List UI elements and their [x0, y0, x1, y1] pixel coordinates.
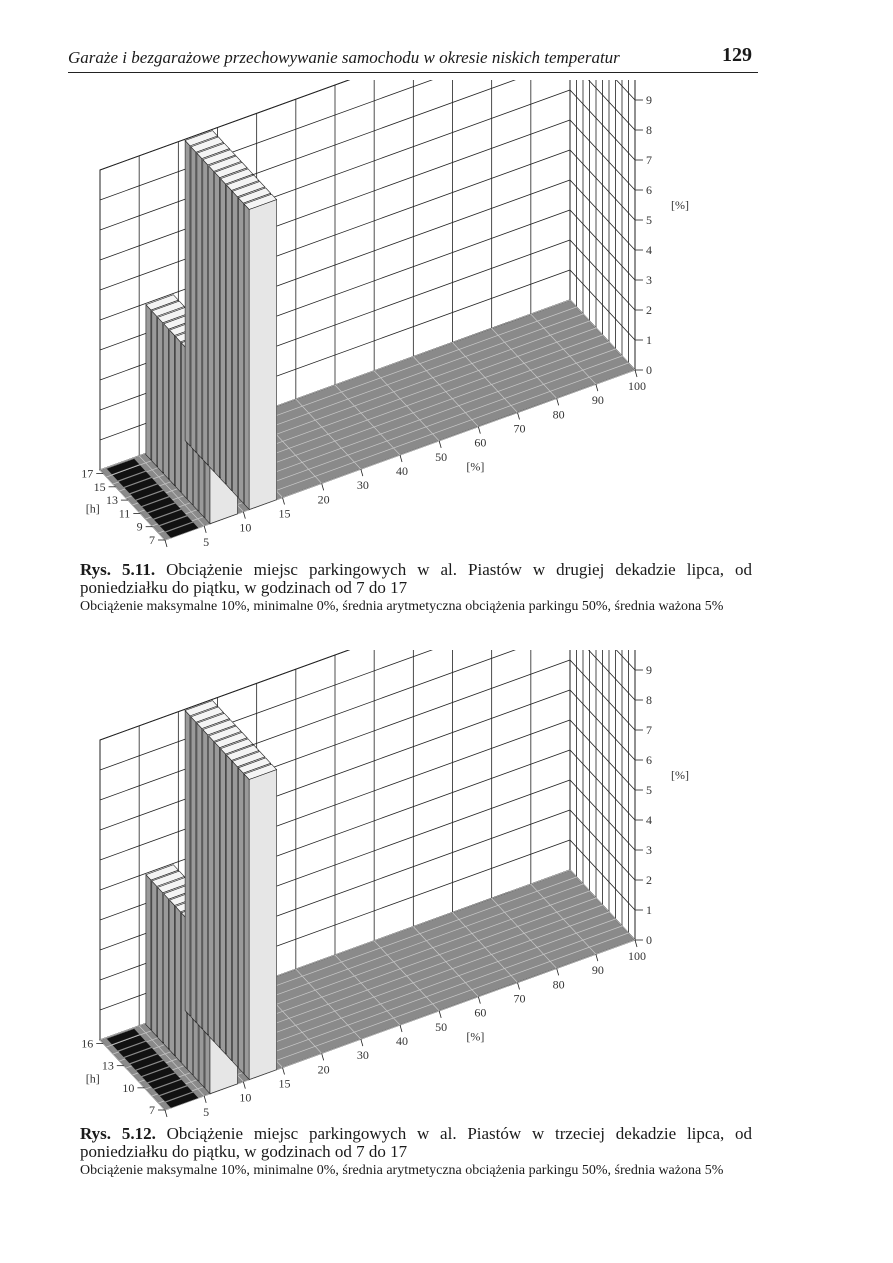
z-tick-label: 8	[646, 693, 652, 707]
caption-note: Obciążenie maksymalne 10%, minimalne 0%, średnia arytmetyczna obciążenia parkingu 50%, średnia ważona 5%	[80, 1163, 724, 1178]
x-tick-label: 60	[474, 1005, 487, 1020]
z-tick-label: 5	[646, 213, 652, 227]
z-tick-label: 7	[646, 153, 652, 167]
x-tick-label: 50	[435, 1019, 448, 1034]
x-tick	[400, 1025, 402, 1032]
z-tick-label: 6	[646, 183, 652, 197]
y-tick-label: 10	[122, 1080, 135, 1095]
z-tick-label: 3	[646, 273, 652, 287]
z-axis-unit: [%]	[671, 198, 689, 212]
y-tick-label: 13	[101, 1058, 114, 1073]
x-tick	[283, 498, 285, 505]
y-tick-label: 17	[81, 466, 94, 481]
x-tick	[400, 455, 402, 462]
z-tick-label: 6	[646, 753, 652, 767]
x-tick	[243, 1082, 245, 1089]
z-axis-unit: [%]	[671, 768, 689, 782]
x-tick	[518, 983, 520, 990]
x-tick	[361, 469, 363, 476]
y-tick-label: 16	[81, 1036, 94, 1051]
z-tick-label: 9	[646, 663, 652, 677]
running-title: Garaże i bezgarażowe przechowywanie samochodu w okresie niskich temperatur	[68, 48, 620, 67]
z-tick-label: 9	[646, 93, 652, 107]
x-tick-label: 30	[356, 478, 369, 493]
bar-side	[221, 749, 226, 1054]
x-tick	[204, 526, 206, 533]
x-tick	[204, 1096, 206, 1103]
x-tick	[478, 427, 480, 434]
x-tick	[165, 1110, 167, 1117]
x-axis-unit: [%]	[466, 1029, 485, 1044]
running-header	[68, 44, 758, 73]
bar-side	[238, 768, 243, 1073]
x-tick-label: 80	[552, 407, 565, 422]
x-tick	[635, 370, 637, 377]
x-tick-label: 15	[278, 506, 291, 521]
bar-side	[152, 311, 157, 466]
x-tick-label: 60	[474, 435, 487, 450]
bar-side	[170, 330, 175, 485]
x-tick	[165, 540, 167, 547]
bar-side	[244, 774, 249, 1079]
x-tick	[635, 940, 637, 947]
z-tick-label: 8	[646, 123, 652, 137]
bar-side	[209, 736, 214, 1041]
x-tick-label: 5	[203, 1104, 210, 1119]
x-tick	[322, 483, 324, 490]
page-number: 129	[722, 44, 752, 66]
chart-3d-bar-5-12	[0, 650, 893, 1120]
x-tick	[596, 954, 598, 961]
bar-side	[158, 317, 163, 472]
z-tick-label: 3	[646, 843, 652, 857]
bar-side	[238, 198, 243, 503]
bar-side	[215, 742, 220, 1047]
bar-side	[197, 153, 202, 458]
figure-5-12-caption	[80, 1125, 752, 1179]
chart-3d-bar-5-11	[0, 80, 893, 550]
bar-side	[176, 337, 181, 492]
x-tick	[322, 1053, 324, 1060]
figure-5-12-chart	[0, 650, 893, 1120]
x-tick-label: 10	[239, 1090, 252, 1105]
bar-side	[227, 185, 232, 491]
z-tick-label: 5	[646, 783, 652, 797]
x-tick-label: 20	[317, 492, 330, 507]
x-tick-label: 40	[396, 464, 408, 478]
x-tick-label: 20	[317, 1062, 330, 1077]
x-tick	[557, 968, 559, 975]
x-tick-label: 100	[628, 949, 646, 963]
bar	[249, 200, 276, 510]
y-tick-label: 7	[149, 1103, 155, 1117]
x-tick-label: 80	[552, 977, 565, 992]
y-axis-unit: [h]	[85, 1071, 100, 1086]
x-tick	[361, 1039, 363, 1046]
x-tick-label: 70	[513, 421, 526, 436]
x-tick-label: 5	[203, 534, 210, 549]
z-tick-label: 2	[646, 873, 652, 887]
bar-side	[227, 755, 232, 1061]
x-tick-label: 50	[435, 449, 448, 464]
x-tick-label: 30	[356, 1048, 369, 1063]
x-tick	[243, 512, 245, 519]
bar-side	[232, 191, 237, 496]
bar-side	[170, 900, 175, 1055]
bar-side	[176, 907, 181, 1062]
bar-side	[146, 875, 151, 1030]
z-tick-label: 0	[646, 933, 652, 947]
bar-side	[185, 711, 190, 1016]
x-tick-label: 90	[591, 393, 604, 408]
x-tick-label	[164, 1119, 170, 1120]
caption-label: Rys. 5.12.	[80, 1124, 156, 1143]
y-tick-label: 7	[149, 533, 155, 547]
x-tick-label: 10	[239, 520, 252, 535]
x-tick	[439, 1011, 441, 1018]
x-tick-label	[164, 549, 170, 550]
z-tick-label: 4	[646, 243, 652, 257]
x-tick-label: 15	[278, 1076, 291, 1091]
z-tick-label: 0	[646, 363, 652, 377]
caption-label: Rys. 5.11.	[80, 560, 156, 579]
x-tick-label: 100	[628, 379, 646, 393]
bar-side	[232, 761, 237, 1066]
bar-side	[209, 166, 214, 471]
bar	[249, 770, 276, 1080]
bar-side	[164, 324, 169, 479]
bar-side	[215, 172, 220, 477]
bar-side	[203, 160, 208, 465]
figure-5-11-caption	[80, 561, 752, 615]
z-tick-label: 4	[646, 813, 652, 827]
z-tick-label: 2	[646, 303, 652, 317]
bar-side	[244, 204, 249, 509]
x-tick	[596, 384, 598, 391]
y-tick-label: 11	[118, 506, 131, 521]
bar-side	[191, 147, 196, 452]
y-tick-label: 13	[105, 493, 118, 508]
x-tick-label: 90	[591, 963, 604, 978]
x-tick	[478, 997, 480, 1004]
y-tick-label: 15	[93, 479, 106, 494]
x-tick-label: 70	[513, 991, 526, 1006]
bar-side	[185, 141, 190, 446]
bar-side	[158, 887, 163, 1042]
bar-side	[146, 305, 151, 460]
bar-side	[197, 723, 202, 1028]
z-tick-label: 1	[646, 903, 652, 917]
caption-main-text	[80, 1125, 752, 1161]
bar-side	[152, 881, 157, 1036]
x-tick	[557, 398, 559, 405]
y-axis-unit: [h]	[85, 501, 100, 516]
x-axis-unit: [%]	[466, 459, 485, 474]
z-tick-label: 1	[646, 333, 652, 347]
figure-5-11-chart	[0, 80, 893, 550]
caption-text: Obciążenie miejsc parkingowych w al. Piastów w trzeciej dekadzie lipca, od poniedziałku do piątku, w godzinach od 7 do 17	[80, 1124, 753, 1161]
caption-main-text	[80, 561, 752, 597]
x-tick-label: 40	[396, 1034, 408, 1048]
caption-note: Obciążenie maksymalne 10%, minimalne 0%, średnia arytmetyczna obciążenia parkingu 50%, średnia ważona 5%	[80, 599, 724, 614]
bar-side	[221, 179, 226, 484]
x-tick	[518, 413, 520, 420]
z-tick-label: 7	[646, 723, 652, 737]
bar-side	[164, 894, 169, 1049]
bar-side	[191, 717, 196, 1022]
bar-side	[203, 730, 208, 1035]
y-tick-label: 9	[136, 519, 143, 534]
caption-text: Obciążenie miejsc parkingowych w al. Piastów w drugiej dekadzie lipca, od poniedziałku do piątku, w godzinach od 7 do 17	[80, 560, 753, 597]
x-tick	[283, 1068, 285, 1075]
x-tick	[439, 441, 441, 448]
